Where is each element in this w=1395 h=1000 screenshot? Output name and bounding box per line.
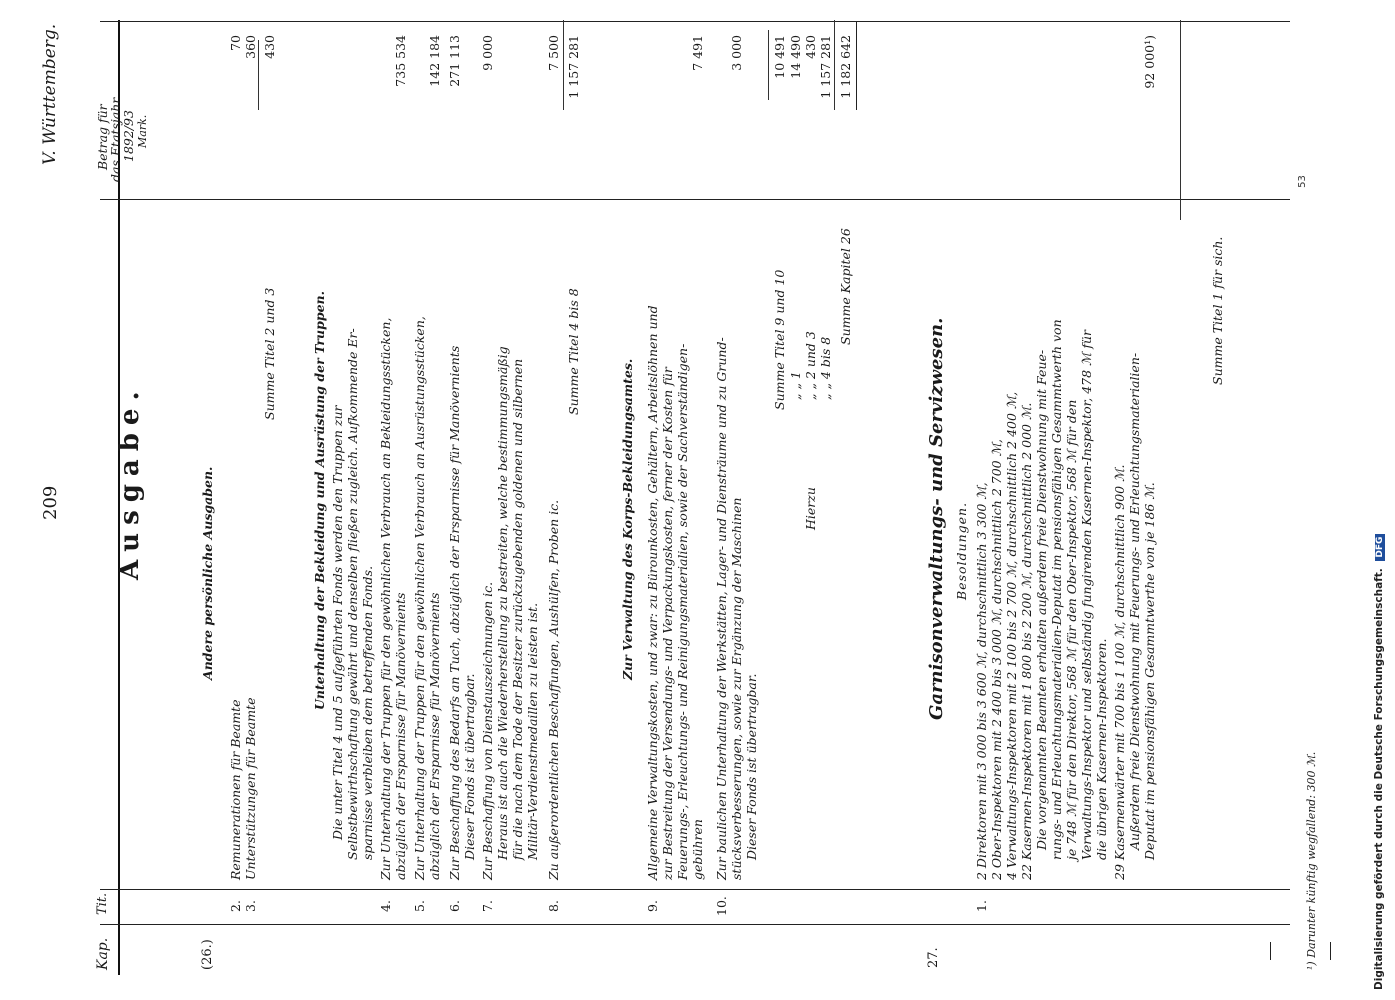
kap-27-tit-1-no: 1. — [974, 900, 989, 912]
tit-5-amount: 142 184 — [427, 35, 442, 87]
column-header-tit: Tit. — [95, 892, 110, 915]
sum-9-10-rule — [768, 30, 769, 100]
tit-6-no: 6. — [447, 900, 462, 912]
tit-4-no: 4. — [378, 900, 393, 912]
tit-1-line-2: 2 Ober-Inspektoren mit 2 400 bis 3 000 ℳ, durchschnittlich 2 700 ℳ, — [989, 439, 1004, 880]
page-number: 209 — [40, 485, 61, 520]
sum-kap-26-rule — [834, 20, 835, 110]
subheading-bekleidung: Unterhaltung der Bekleidung und Ausrüstung der Truppen. — [312, 291, 327, 710]
tit-1-line-5: Die vorgenannten Beamten erhalten außerdem freie Dienstwohnung mit Feue- — [1034, 349, 1049, 850]
tit-5-no: 5. — [412, 900, 427, 912]
sum-4-8-rule — [563, 20, 564, 110]
hierzu-1-amount: 14 490 — [788, 35, 803, 79]
column-header-betrag-unit: Mark. — [136, 114, 149, 148]
kap-27-label: 27. — [926, 947, 941, 968]
tit-2-no: 2. — [228, 900, 243, 912]
hierzu-label: Hierzu — [803, 487, 818, 530]
sum-t1-text: Summe Titel 1 für sich. — [1210, 236, 1225, 385]
section-heading-ausgabe: Ausgabe. — [115, 383, 145, 580]
tit-1-line-7: je 748 ℳ für den Direktor, 568 ℳ für den Ober-Inspektor, 568 ℳ für den — [1064, 399, 1079, 860]
tit-9-line-2: zur Bestreitung der Versendungs- und Verpackungskosten, ferner der Kosten für — [660, 367, 675, 880]
sum-2-3-amount: 430 — [262, 35, 277, 59]
right-edge-rule — [100, 21, 1290, 22]
subheading-besoldungen: Besoldungen. — [954, 501, 969, 600]
sum-9-10-amount: 10 491 — [772, 35, 787, 79]
note-4-5-line-1: Die unter Titel 4 und 5 aufgeführten Fonds werden den Truppen zur — [330, 405, 345, 840]
tit-3-text: Unterstützungen für Beamte — [243, 697, 258, 880]
tit-6-amount: 271 113 — [447, 35, 462, 87]
tit-1-line-6: rungs- und Erleuchtungsmaterialien-Deputat im pensionsfähigen Gesammtwerth von — [1049, 319, 1064, 860]
hierzu-3-text: „ „ 4 bis 8 — [818, 336, 833, 400]
subheading-garnison: Garnisonverwaltungs- und Servizwesen. — [926, 317, 947, 720]
sum-2-3-text: Summe Titel 2 und 3 — [262, 287, 277, 420]
sum-4-8-amount: 1 157 281 — [566, 35, 581, 99]
tit-4-line-1: Zur Unterhaltung der Truppen für den gewöhnlichen Verbrauch an Bekleidungsstücken, — [378, 317, 393, 880]
tit-5-line-1: Zur Unterhaltung der Truppen für den gewöhnlichen Verbrauch an Ausrüstungsstücken, — [412, 316, 427, 880]
column-header-betrag-2: das Etatsjahr — [108, 97, 123, 182]
tit-10-line-3: Dieser Fonds ist übertragbar. — [744, 673, 759, 860]
column-header-betrag-1: Betrag für — [95, 104, 110, 170]
tit-8-no: 8. — [546, 900, 561, 912]
tit-7-line-3: für die nach dem Tode der Besitzer zurückzugebenden goldenen und silbernen — [510, 358, 525, 860]
left-margin-mark-2 — [1330, 942, 1331, 960]
tit-2-text: Remunerationen für Beamte — [228, 699, 243, 880]
scan-page-id: 53 — [1296, 175, 1308, 188]
tit-1-line-1: 2 Direktoren mit 3 000 bis 3 600 ℳ, durchschnittlich 3 300 ℳ, — [974, 482, 989, 880]
tit-6-line-1: Zur Beschaffung des Bedarfs an Tuch, abzüglich der Ersparnisse für Manövernients — [447, 345, 462, 880]
tit-3-no: 3. — [243, 900, 258, 912]
subheading-persoenlich: Andere persönliche Ausgaben. — [200, 466, 215, 680]
tit-7-line-4: Militär-Verdienstmedaillen zu leisten ist. — [525, 602, 540, 860]
tit-10-line-1: Zur baulichen Unterhaltung der Werkstätten, Lager- und Diensträume und zu Grund- — [714, 337, 729, 880]
tit-1-line-11: Außerdem freie Dienstwohnung mit Feuerungs- und Erleuchtungsmaterialien- — [1127, 352, 1142, 850]
subheading-korps: Zur Verwaltung des Korps-Bekleidungsamtes. — [620, 358, 635, 680]
sum-4-8-text: Summe Titel 4 bis 8 — [566, 288, 581, 415]
footnote: ¹) Darunter künftig wegfallend: 300 ℳ. — [1305, 751, 1318, 970]
tit-10-amount: 3 000 — [729, 35, 744, 71]
tit-7-line-2: Heraus ist auch die Wiederherstellung zu bestreiten, welche bestimmungsmäßig — [495, 346, 510, 860]
left-margin-mark-1 — [1270, 942, 1271, 960]
tit-1-amount: 92 000¹) — [1142, 35, 1157, 89]
watermark-text: Digitalisierung gefördert durch die Deutsche Forschungsgemeinschaft. — [1373, 568, 1385, 990]
sum-kap-26-text: Summe Kapitel 26 — [838, 228, 853, 345]
tit-9-no: 9. — [645, 900, 660, 912]
tit-4-line-2: abzüglich der Ersparnisse für Manövernients — [393, 592, 408, 880]
tit-8-amount: 7 500 — [546, 35, 561, 71]
tit-7-no: 7. — [480, 900, 495, 912]
tit-10-no: 10. — [714, 896, 729, 916]
tit-9-line-3: Feuerungs-, Erleuchtungs- und Reinigungsmaterialien, sowie der Sachverständigen- — [675, 343, 690, 880]
tit-3-amount: 360 — [243, 35, 258, 59]
tit-2-amount: 70 — [228, 35, 243, 51]
tit-9-line-1: Allgemeine Verwaltungskosten, und zwar: zu Bürounkosten, Gehältern, Arbeitslöhnen und — [645, 305, 660, 880]
tit-9-line-4: gebühren — [690, 819, 705, 880]
kap-26-label: (26.) — [200, 939, 215, 970]
hierzu-2-text: „ „ 2 und 3 — [803, 331, 818, 400]
tit-1-line-3: 4 Verwaltungs-Inspektoren mit 2 100 bis 2 700 ℳ, durchschnittlich 2 400 ℳ, — [1004, 391, 1019, 880]
tit-1-line-9: die übrigen Kasernen-Inspektoren. — [1094, 638, 1109, 860]
sum-kap-26-amount: 1 182 642 — [838, 35, 853, 99]
hierzu-2-amount: 430 — [803, 35, 818, 59]
kap-column-rule — [100, 924, 1290, 925]
tit-7-amount: 9 000 — [480, 35, 495, 71]
tit-1-line-4: 22 Kasernen-Inspektoren mit 1 800 bis 2 200 ℳ, durchschnittlich 2 000 ℳ. — [1019, 402, 1034, 880]
tit-4-amount: 735 534 — [393, 35, 408, 87]
tit-7-line-1: Zur Beschaffung von Dienstauszeichnungen ic. — [480, 581, 495, 880]
sum-t1-rule — [1180, 20, 1181, 220]
dfg-logo-icon: DFG — [1375, 534, 1385, 561]
tit-1-line-8: Verwaltungs-Inspektor und selbständig fungirenden Kasernen-Inspektor, 478 ℳ für — [1079, 329, 1094, 860]
digitization-watermark — [1373, 10, 1393, 990]
tit-10-line-2: stücksverbesserungen, sowie zur Ergänzung der Maschinen — [729, 497, 744, 880]
tit-1-line-12: Deputat im pensionsfähigen Gesammtwerthe von je 186 ℳ. — [1142, 482, 1157, 860]
hierzu-3-amount: 1 157 281 — [818, 35, 833, 99]
column-header-betrag-3: 1892/93 — [121, 110, 136, 162]
sum-9-10-text: Summe Titel 9 und 10 — [772, 269, 787, 410]
tit-1-line-10: 29 Kasernenwärter mit 700 bis 1 100 ℳ, durchschnittlich 900 ℳ. — [1112, 464, 1127, 880]
tit-9-amount: 7 491 — [690, 35, 705, 71]
note-4-5-line-2: Selbstbewirthschaftung gewährt und denselben fließen zugleich. Aufkommende Er- — [345, 328, 360, 860]
sum-2-3-rule — [258, 40, 259, 110]
hierzu-1-text: „ „ 1 — [788, 371, 803, 400]
tit-8-line-1: Zu außerordentlichen Beschaffungen, Aushülfen, Proben ic. — [546, 499, 561, 880]
tit-6-line-2: Dieser Fonds ist übertragbar. — [462, 673, 477, 860]
kap-26-end-rule — [856, 22, 857, 110]
column-header-kap: Kap. — [95, 937, 111, 970]
tit-5-line-2: abzüglich der Ersparnisse für Manövernients — [427, 592, 442, 880]
betrag-column-rule — [100, 199, 1290, 200]
running-header-state: V. Württemberg. — [40, 23, 60, 165]
note-4-5-line-3: sparnisse verbleiben dem betreffenden Fonds. — [360, 565, 375, 860]
tit-column-rule — [100, 889, 1290, 890]
